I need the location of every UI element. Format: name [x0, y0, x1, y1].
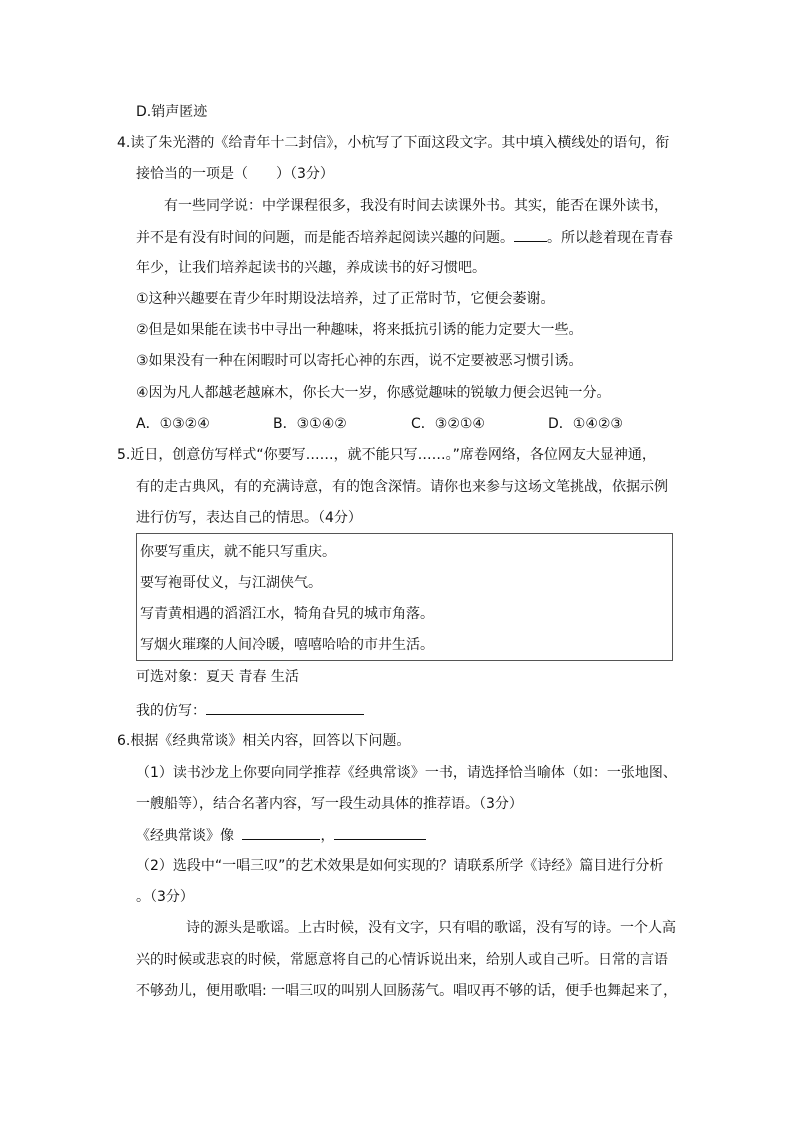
q5-example-line4: 写烟火璀璨的人间冷暖，嘻嘻哈哈的市井生活。	[140, 637, 434, 653]
q4-stem-line2: 接恰当的一项是（ ）（3分）	[136, 166, 334, 182]
q6-passage-line2: 兴的时候或悲哀的时候，常愿意将自己的心情诉说出来，给别人或自己听。日常的言语	[136, 952, 668, 968]
q4-sentence-3: ③如果没有一种在闲暇时可以寄托心神的东西，说不定要被恶习惯引诱。	[136, 353, 583, 369]
q3-option-d: D.销声匿迹	[136, 104, 208, 120]
q5-my-writing	[136, 700, 364, 721]
q4-passage-line1: 有一些同学说：中学课程很多，我没有时间去读课外书。其实，能否在课外读书，	[164, 198, 668, 214]
q6-passage-line3: 不够劲儿，便用歌唱: 一唱三叹的叫别人回肠荡气。唱叹再不够的话，便手也舞起来了，	[136, 983, 678, 999]
q4-passage-line2-before-blank: 并不是有没有时间的问题，而是能否培养起阅读兴趣的问题。	[136, 230, 514, 246]
q4-option-a: A．①③②④	[136, 416, 210, 432]
q6-answer-blank-1[interactable]	[242, 825, 320, 840]
q5-stem-line1: 5.近日，创意仿写样式“你要写……，就不能只写……。”席卷网络，各位网友大显神通，	[117, 447, 656, 463]
q5-my-writing-label: 我的仿写：	[136, 703, 206, 719]
q4-sentence-4: ④因为凡人都越老越麻木，你长大一岁，你感觉趣味的锐敏力便会迟钝一分。	[136, 385, 611, 401]
q6-answer-row	[136, 825, 426, 846]
q4-option-d: D．①④②③	[548, 416, 623, 432]
q5-stem-line3: 进行仿写，表达自己的情思。（4分）	[136, 510, 362, 526]
q5-example-line1: 你要写重庆，就不能只写重庆。	[140, 544, 336, 560]
q6-stem: 6.根据《经典常谈》相关内容，回答以下问题。	[117, 733, 411, 749]
q4-option-c: C．③②①④	[411, 416, 485, 432]
q4-sentence-1: ①这种兴趣要在青少年时期设法培养，过了正常时节，它便会萎谢。	[136, 291, 555, 307]
q4-passage-line3: 年少，让我们培养起读书的兴趣，养成读书的好习惯吧。	[136, 260, 486, 276]
q6-answer-prefix: 《经典常谈》像	[136, 828, 234, 844]
q4-passage-line2	[136, 227, 673, 248]
q4-fill-blank	[514, 227, 547, 242]
q5-stem-line2: 有的走古典风，有的充满诗意，有的饱含深情。请你也来参与这场文笔挑战，依据示例	[136, 479, 668, 495]
q5-choices: 可选对象：夏天 青春 生活	[136, 669, 299, 685]
q5-example-line3: 写青黄相遇的滔滔江水，犄角旮旯的城市角落。	[140, 606, 434, 622]
q6-sub2-line1: （2）选段中“一唱三叹”的艺术效果是如何实现的？请联系所学《诗经》篇目进行分析	[136, 858, 664, 874]
q4-option-b: B．③①④②	[273, 416, 347, 432]
q4-sentence-2: ②但是如果能在读书中寻出一种趣味，将来抵抗引诱的能力定要大一些。	[136, 322, 583, 338]
q5-answer-line[interactable]	[206, 700, 364, 715]
q4-passage-line2-after-blank: 。所以趁着现在青春	[547, 230, 673, 246]
q6-sub1-line2: 一艘船等），结合名著内容，写一段生动具体的推荐语。（3分）	[136, 796, 523, 812]
q6-passage-line1: 诗的源头是歌谣。上古时候，没有文字，只有唱的歌谣，没有写的诗。一个人高	[186, 920, 676, 936]
q6-answer-blank-2[interactable]	[334, 825, 426, 840]
q5-example-line2: 要写袍哥仗义，与江湖侠气。	[140, 575, 322, 591]
q4-stem-line1: 4.读了朱光潜的《给青年十二封信》，小杭写了下面这段文字。其中填入横线处的语句，衔	[117, 135, 670, 151]
q6-sub2-line2: 。（3分）	[136, 889, 194, 905]
q6-answer-comma: ，	[320, 828, 335, 844]
q6-sub1-line1: （1）读书沙龙上你要向同学推荐《经典常谈》一书，请选择恰当喻体（如：一张地图、	[136, 765, 677, 781]
q5-example-box	[136, 533, 673, 661]
